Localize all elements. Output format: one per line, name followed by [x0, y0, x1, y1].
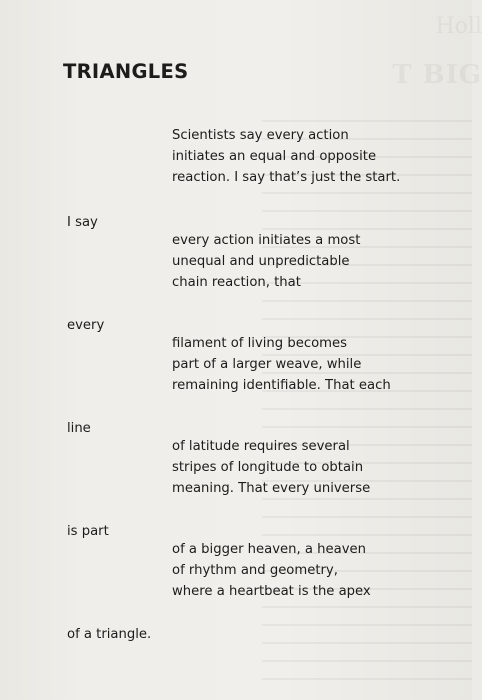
- poem-line: meaning. That every universe: [172, 481, 371, 496]
- hanging-line-4: is part: [67, 524, 109, 539]
- poem-title: TRIANGLES: [63, 60, 189, 83]
- poem-line: unequal and unpredictable: [172, 254, 350, 269]
- stanza-2: [172, 230, 360, 293]
- poem-line: chain reaction, that: [172, 275, 301, 290]
- stanza-4: [172, 436, 370, 499]
- poem-line: every action initiates a most: [172, 233, 361, 248]
- poem-line: of a bigger heaven, a heaven: [172, 542, 366, 557]
- poem-line: of rhythm and geometry,: [172, 563, 338, 578]
- poem-line: of latitude requires several: [172, 439, 350, 454]
- poem-line: remaining identifiable. That each: [172, 378, 391, 393]
- stanza-5: [172, 539, 371, 602]
- poem-line: Scientists say every action: [172, 128, 349, 143]
- hanging-line-1: I say: [67, 215, 98, 230]
- poem-line: initiates an equal and opposite: [172, 149, 377, 164]
- poem-line: reaction. I say that’s just the start.: [172, 170, 401, 185]
- poem-line: stripes of longitude to obtain: [172, 460, 364, 475]
- poem-line: part of a larger weave, while: [172, 357, 362, 372]
- hanging-line-2: every: [67, 318, 105, 333]
- poem-line: filament of living becomes: [172, 336, 347, 351]
- hanging-line-5: of a triangle.: [67, 627, 152, 642]
- stanza-3: [172, 333, 391, 396]
- bleed-through-heading: T BIG: [392, 60, 482, 90]
- stanza-1: [172, 125, 400, 188]
- bleed-through-text: Holl: [435, 14, 482, 39]
- poem-line: where a heartbeat is the apex: [172, 584, 371, 599]
- hanging-line-3: line: [67, 421, 91, 436]
